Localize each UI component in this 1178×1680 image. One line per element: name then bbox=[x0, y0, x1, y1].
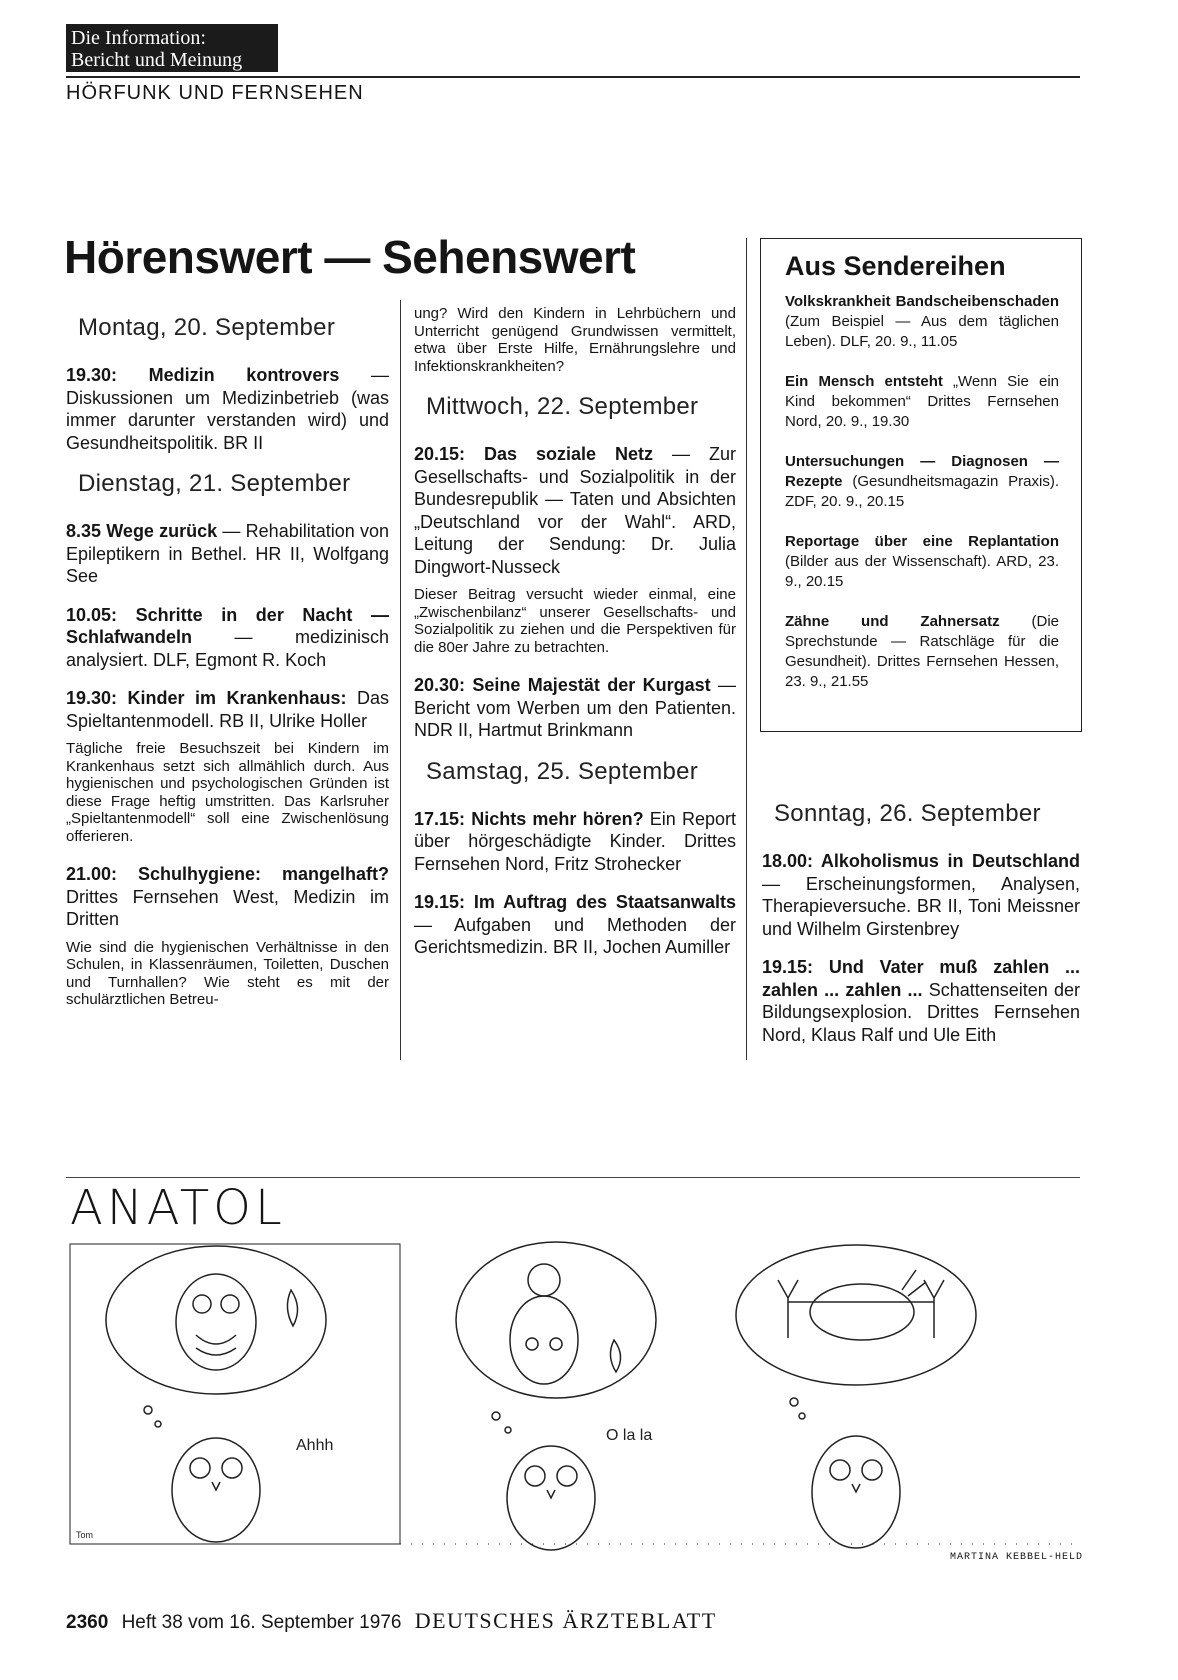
column-3 bbox=[762, 800, 1080, 1062]
day-heading: Dienstag, 21. September bbox=[78, 470, 351, 497]
series-box bbox=[760, 238, 1082, 732]
series-title: Reportage über eine Replantation bbox=[785, 533, 1059, 550]
program-note: Dieser Beitrag versucht wieder einmal, eine „Zwischenbilanz“ unserer Gesellschafts- und Sozialpolitik zu ziehen und die Perspektiven für die 80er Jahre zu betrachten. bbox=[414, 586, 736, 656]
entry-title: 19.15: Und Vater muß zahlen ... zahlen ... zahlen ... bbox=[762, 957, 1080, 1000]
program-entry bbox=[414, 808, 736, 876]
magazine-name: DEUTSCHES ÄRZTEBLATT bbox=[414, 1608, 717, 1633]
series-title: Ein Mensch entsteht bbox=[785, 373, 943, 390]
entry-title: 19.15: Im Auftrag des Staatsanwalts bbox=[414, 892, 736, 912]
thought-dot bbox=[492, 1412, 500, 1420]
program-entry bbox=[66, 364, 389, 454]
program-note: Tägliche freie Besuchszeit bei Kindern im Krankenhaus setzt sich allmählich durch. Aus hygienischen und psychologischen Gründen ist diese Frage heftig umstritten. Das Karlsruher „Spieltantenmodell“ soll eine Zwischenlösung offerieren. bbox=[66, 740, 389, 845]
owl-in-thought-1 bbox=[176, 1274, 298, 1370]
rubric-label bbox=[66, 24, 278, 72]
rubric-line-2: Bericht und Meinung bbox=[71, 49, 243, 71]
continued-note: ung? Wird den Kindern in Lehrbüchern und Unterricht genügend Grundwissen vermittelt, etwa über Erste Hilfe, Ernährungslehre und Infektionskrankheiten? bbox=[414, 305, 736, 375]
series-box-title: Aus Sendereihen bbox=[785, 251, 1006, 281]
issue-info: Heft 38 vom 16. September 1976 bbox=[121, 1612, 402, 1633]
program-entry bbox=[66, 687, 389, 732]
program-entry bbox=[414, 443, 736, 578]
entry-text: Drittes Fernsehen West, Medizin im Dritten bbox=[66, 886, 389, 929]
entry-title: 8.35 Wege zurück bbox=[66, 521, 218, 541]
entry-text: Schattenseiten der Bildungsexplosion. Drittes Fernsehen Nord, Klaus Ralf und Ule Eith bbox=[762, 979, 1080, 1045]
thought-dot bbox=[505, 1427, 511, 1433]
entry-title: 18.00: Alkoholismus in Deutschland bbox=[762, 851, 1080, 871]
thought-dot bbox=[155, 1421, 161, 1427]
program-entry bbox=[414, 891, 736, 959]
cartoon-title: ANATOL bbox=[70, 1180, 286, 1236]
page-footer bbox=[66, 1608, 717, 1634]
entry-title: 10.05: Schritte in der Nacht — Schlafwandeln bbox=[66, 604, 389, 647]
thought-dot bbox=[144, 1406, 152, 1414]
series-entry bbox=[785, 292, 1059, 352]
thought-bubble-1 bbox=[106, 1246, 326, 1394]
cartoon-panel-3 bbox=[736, 1245, 976, 1548]
entry-text: — Aufgaben und Methoden der Gerichtsmedizin. BR II, Jochen Aumiller bbox=[414, 914, 736, 957]
speech-text-2: O la la bbox=[606, 1427, 653, 1444]
roast-chicken-in-thought bbox=[778, 1270, 944, 1340]
entry-text: Das Spieltantenmodell. RB II, Ulrike Holler bbox=[66, 688, 389, 731]
series-text: (Zum Beispiel — Aus dem täglichen Leben). DLF, 20. 9., 11.05 bbox=[785, 313, 1059, 350]
cartoon-strip bbox=[66, 1240, 1080, 1560]
program-entry bbox=[66, 604, 389, 672]
rubric-line-1: Die Information: bbox=[71, 27, 206, 49]
owl-character-1 bbox=[172, 1438, 260, 1542]
spit-stand bbox=[924, 1280, 944, 1338]
series-text: (Gesundheitsmagazin Praxis). ZDF, 20. 9., 20.15 bbox=[785, 473, 1059, 510]
entry-text: Ein Report über hörgeschädigte Kinder. Drittes Fernsehen Nord, Fritz Strohecker bbox=[414, 808, 736, 874]
series-title: Zähne und Zahnersatz bbox=[785, 613, 1000, 630]
column-separator-1 bbox=[400, 300, 401, 1060]
thought-bubble-3 bbox=[736, 1245, 976, 1385]
day-heading: Montag, 20. September bbox=[78, 314, 336, 341]
spit-stand bbox=[778, 1280, 798, 1338]
series-entry bbox=[785, 452, 1059, 512]
program-entry bbox=[414, 674, 736, 742]
program-entry bbox=[66, 520, 389, 588]
column-2 bbox=[414, 305, 736, 975]
column-separator-2 bbox=[746, 238, 747, 1060]
series-title: Volkskrankheit Bandscheibenschaden bbox=[785, 293, 1059, 310]
series-title: Untersuchungen — Diagnosen — Rezepte bbox=[785, 453, 1059, 490]
entry-text: — medizinisch analysiert. DLF, Egmont R. Koch bbox=[66, 627, 389, 670]
cartoon-panel-1 bbox=[70, 1244, 400, 1544]
entry-title: 21.00: Schulhygiene: mangelhaft? bbox=[66, 864, 389, 884]
feather-icon bbox=[610, 1340, 620, 1372]
entry-title: 19.30: Kinder im Krankenhaus: bbox=[66, 688, 347, 708]
section-title: HÖRFUNK UND FERNSEHEN bbox=[66, 82, 364, 104]
series-entry bbox=[785, 532, 1059, 592]
series-text: (Die Sprechstunde — Ratschläge für die Gesundheit). Drittes Fernsehen Hessen, 23. 9., 21.55 bbox=[785, 613, 1060, 690]
program-entry bbox=[762, 850, 1080, 940]
day-heading: Sonntag, 26. September bbox=[774, 800, 1041, 827]
entry-title: 20.30: Seine Majestät der Kurgast bbox=[414, 675, 711, 695]
owl-character-3 bbox=[812, 1436, 900, 1548]
cartoonist-mark: Tom bbox=[76, 1530, 94, 1540]
top-rule bbox=[66, 76, 1080, 78]
speech-text-1: Ahhh bbox=[296, 1437, 334, 1454]
page-number: 2360 bbox=[66, 1612, 109, 1633]
feather-icon bbox=[287, 1290, 297, 1326]
roast-chicken bbox=[810, 1284, 914, 1340]
column-1 bbox=[66, 300, 389, 1027]
entry-text: — Zur Gesellschafts- und Sozialpolitik in der Bundesrepublik — Taten und Absichten „Deutschland vor der Wahl“. ARD, Leitung der Sendung: Dr. Julia Dingwort-Nusseck bbox=[414, 444, 736, 577]
entry-text: — Erscheinungsformen, Analysen, Therapieversuche. BR II, Toni Meissner und Wilhelm Girstenbrey bbox=[762, 873, 1080, 939]
thought-bubble-2 bbox=[456, 1242, 656, 1398]
program-note: Wie sind die hygienischen Verhältnisse in den Schulen, in Klassenräumen, Toiletten, Duschen und Turnhallen? Wie steht es mit der schulärztlichen Betreu- bbox=[66, 938, 389, 1008]
entry-text: — Bericht vom Werben um den Patienten. NDR II, Hartmut Brinkmann bbox=[414, 675, 736, 740]
series-entry bbox=[785, 372, 1059, 432]
series-entry bbox=[785, 612, 1059, 692]
thought-dot bbox=[790, 1398, 798, 1406]
program-entry bbox=[66, 863, 389, 931]
cartoon-rule bbox=[66, 1177, 1080, 1178]
cartoon-panel-2 bbox=[456, 1242, 656, 1550]
program-entry bbox=[762, 956, 1080, 1046]
entry-text: — Diskussionen um Medizinbetrieb (was immer darunter verstanden wird) und Gesundheitspolitik. BR II bbox=[66, 365, 389, 453]
series-text: (Bilder aus der Wissenschaft). ARD, 23. 9., 20.15 bbox=[785, 553, 1059, 590]
cartoonist-signature: MARTINA KEBBEL-HELD bbox=[950, 1552, 1084, 1563]
page-title: Hörenswert — Sehenswert bbox=[64, 231, 636, 283]
entry-title: 17.15: Nichts mehr hören? bbox=[414, 808, 644, 829]
owl-character-2 bbox=[507, 1446, 595, 1550]
thought-dot bbox=[799, 1413, 805, 1419]
entry-text: — Rehabilitation von Epileptikern in Bethel. HR II, Wolfgang See bbox=[66, 521, 389, 586]
entry-title: 20.15: Das soziale Netz bbox=[414, 444, 654, 464]
series-text: „Wenn Sie ein Kind bekommen“ Drittes Fernsehen Nord, 20. 9., 19.30 bbox=[785, 373, 1060, 430]
day-heading: Samstag, 25. September bbox=[426, 757, 699, 785]
lady-owl-in-thought bbox=[510, 1264, 621, 1384]
day-heading: Mittwoch, 22. September bbox=[426, 393, 699, 420]
entry-title: 19.30: Medizin kontrovers bbox=[66, 365, 340, 385]
